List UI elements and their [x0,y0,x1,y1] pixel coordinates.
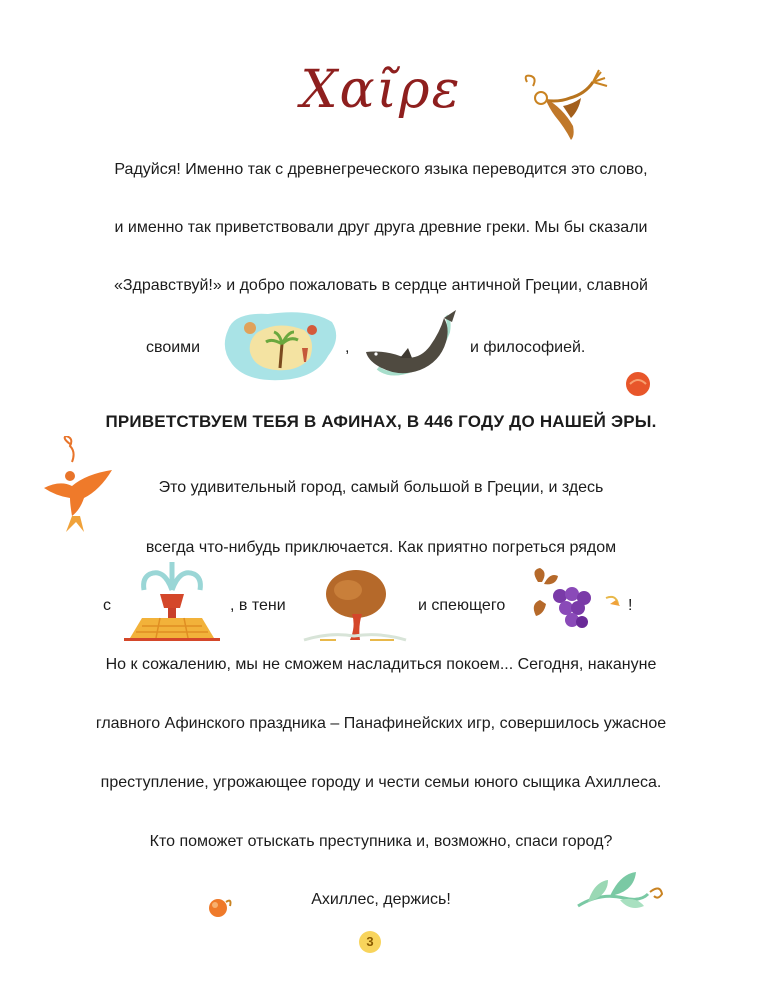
text-line: Это удивительный город, самый большой в Греции, и здесь [158,479,604,496]
text-line: Ахиллес, держись! [311,891,451,908]
text-fragment: , в тени [230,597,286,614]
page-number-badge: 3 [359,931,381,953]
text-line: Но к сожалению, мы не сможем насладиться покоем... Сегодня, накануне [105,656,657,673]
text-line-with-images [0,560,762,644]
shell-icon [624,370,652,398]
text-fragment: с [103,597,111,614]
bird-illustration-top [515,68,610,144]
text-line: и именно так приветствовали друг друга древние греки. Мы бы сказали [114,219,648,236]
section-heading: ПРИВЕТСТВУЕМ ТЕБЯ В АФИНАХ, В 446 ГОДУ ДО НАШЕЙ ЭРЫ. [105,412,657,431]
leaves-illustration [574,866,668,916]
text-line: преступление, угрожающее городу и чести семьи юного сыщика Ахиллеса. [100,774,662,791]
fountain-illustration [120,560,224,642]
text-fragment: ! [628,597,633,614]
text-line: главного Афинского праздника – Панафинейских игр, совершилось ужасное [95,715,667,732]
text-fragment: и спеющего [418,597,506,614]
island-illustration [220,308,342,384]
text-line: «Здравствуй!» и добро пожаловать в сердце античной Греции, славной [113,277,648,294]
text-line: всегда что-нибудь приключается. Как приятно погреться рядом [145,539,617,556]
tree-illustration [300,560,410,642]
dolphin-illustration [360,308,464,384]
grapes-illustration [520,560,628,642]
page-title: Χαῖρε [300,60,462,120]
flower-icon [204,894,234,920]
text-line-with-images [0,308,762,368]
text-line: Радуйся! Именно так с древнегреческого языка переводится это слово, [114,161,648,178]
text-fragment: и философией. [470,339,586,356]
text-line: Кто поможет отыскать преступника и, возможно, спаси город? [149,833,613,850]
text-fragment: , [345,339,350,356]
text-fragment: своими [146,339,201,356]
